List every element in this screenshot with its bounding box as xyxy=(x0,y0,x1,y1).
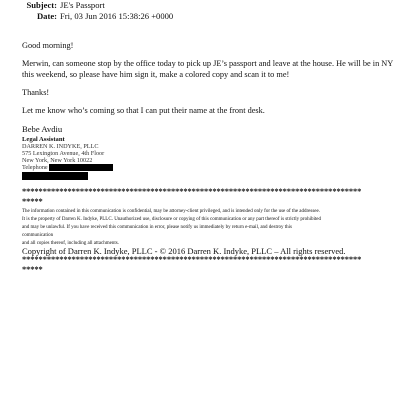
separator-stars-top: ********************************************************************************** xyxy=(22,187,362,196)
signature-telephone-row xyxy=(22,164,113,171)
disclaimer-line-1: The information contained in this communication is confidential, may be attorney-client privileged, and is intended only for the use of the addressee. xyxy=(22,209,320,214)
subject-label: Subject: xyxy=(26,0,57,10)
disclaimer-line-5: and all copies thereof, including all attachments. xyxy=(22,241,119,246)
signature-firm: DARREN K. INDYKE, PLLC xyxy=(22,143,99,150)
date-row xyxy=(0,11,173,22)
redacted-telephone-block xyxy=(49,164,113,171)
disclaimer-line-2: It is the property of Darren K. Indyke, PLLC. Unauthorized use, disclosure or copying of this communication or any part thereof is strictly prohibited xyxy=(22,217,321,222)
thanks-line: Thanks! xyxy=(22,88,50,97)
redacted-block xyxy=(22,172,88,180)
body-paragraph-1-line-1: Merwin, can someone stop by the office today to pick up JE’s passport and leave at the house. He will be in NY xyxy=(22,59,394,68)
date-label: Date: xyxy=(36,11,57,21)
date-value: Fri, 03 Jun 2016 15:38:26 +0000 xyxy=(60,11,174,21)
disclaimer-line-3: and may be unlawful. If you have received this communication in error, please notify us immediately by return e-mail, and destroy this xyxy=(22,225,292,230)
signature-telephone-label: Telephone xyxy=(22,164,48,171)
separator-stars-bottom: ********************************************************************************** xyxy=(22,255,362,264)
signature-address-1: 575 Lexington Avenue, 4th Floor xyxy=(22,150,105,157)
disclaimer-line-4: communication xyxy=(22,233,54,238)
greeting: Good morning! xyxy=(22,41,74,50)
signature-address-2: New York, New York 10022 xyxy=(22,157,93,164)
body-paragraph-1-line-2: this weekend, so please have him sign it, make a colored copy and scan it to me! xyxy=(22,70,290,79)
signature-title: Legal Assistant xyxy=(22,136,65,143)
separator-stars-bottom-end: ***** xyxy=(22,265,43,274)
signature-name: Bebe Avdiu xyxy=(22,124,63,134)
subject-row xyxy=(0,0,105,11)
separator-stars-top-end: ***** xyxy=(22,197,43,206)
body-paragraph-2: Let me know who’s coming so that I can put their name at the front desk. xyxy=(22,106,265,115)
copyright-line: Copyright of Darren K. Indyke, PLLC - © 2016 Darren K. Indyke, PLLC – All rights reserved. xyxy=(22,246,346,256)
redacted-signature-line xyxy=(22,172,88,180)
subject-value: JE's Passport xyxy=(60,0,105,10)
